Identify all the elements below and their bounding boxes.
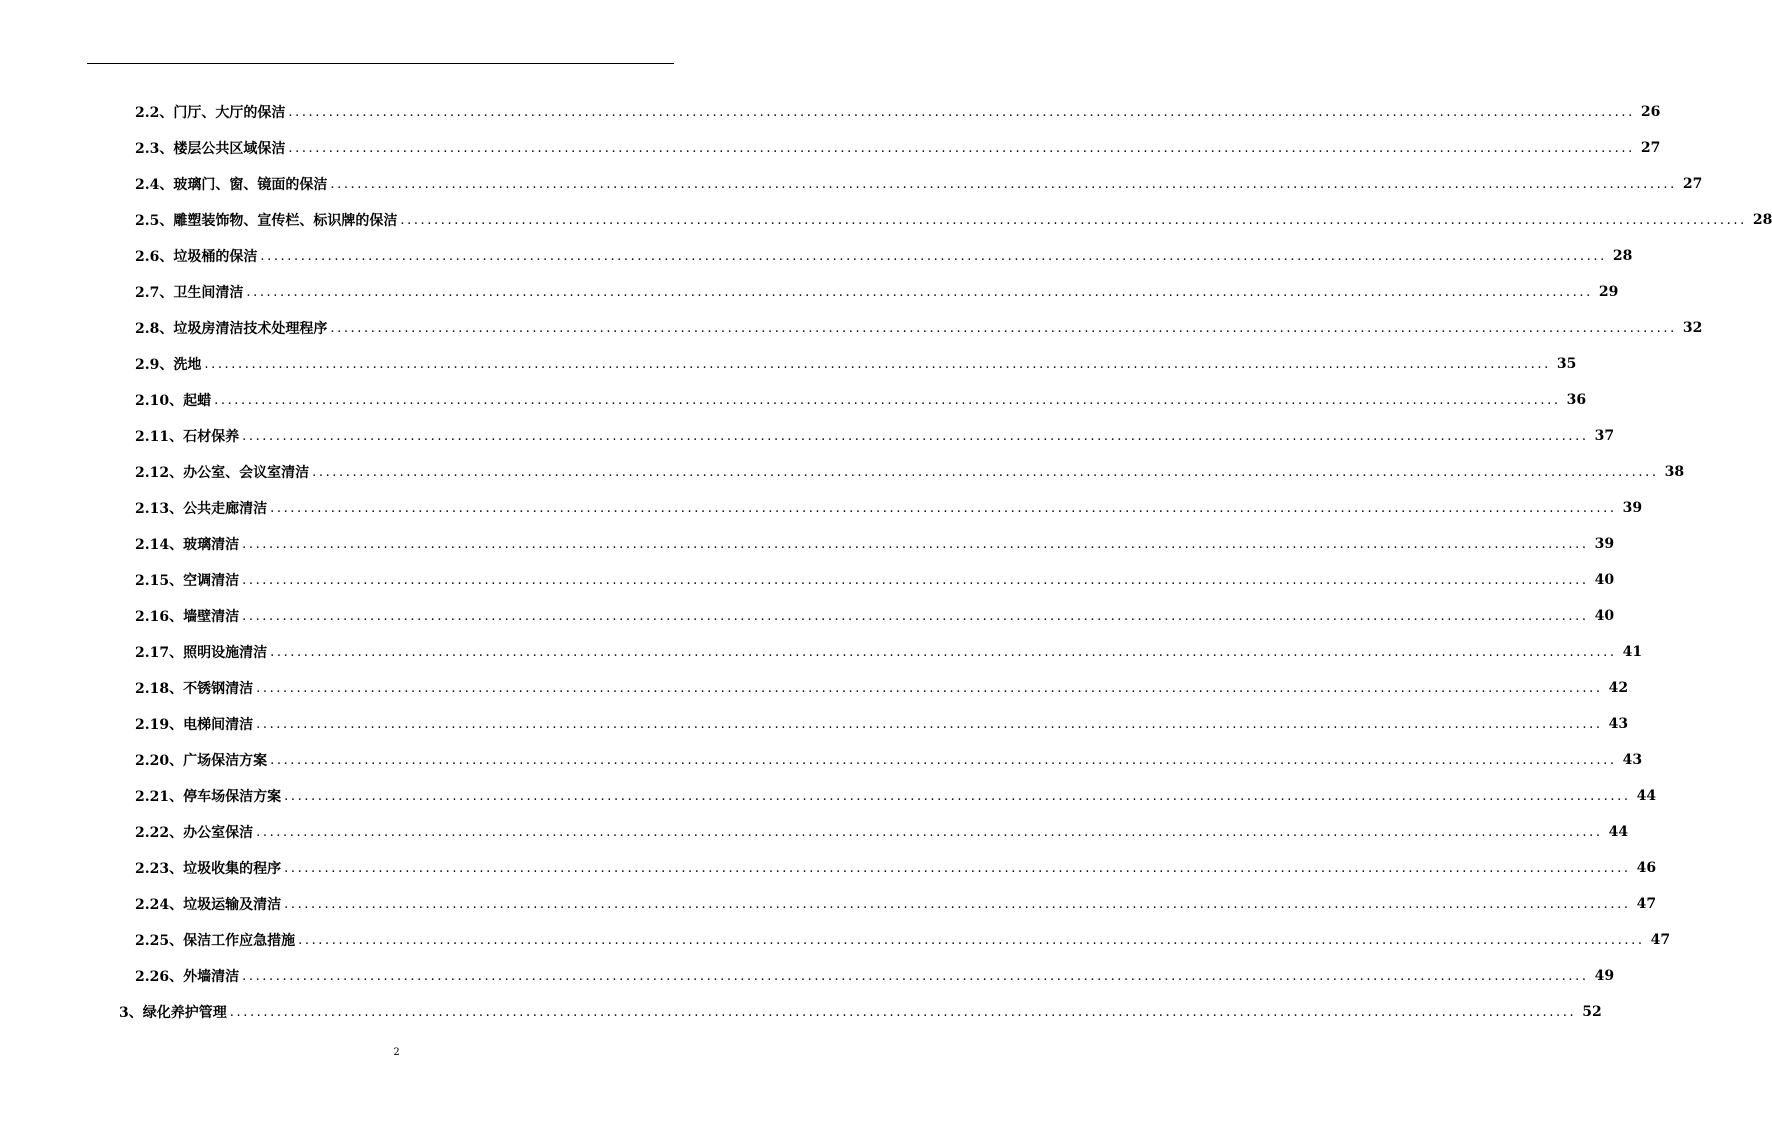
toc-entry-page: 37 (1594, 428, 1615, 444)
toc-entry[interactable] (135, 964, 1615, 988)
toc-entry-label: 2.2、门厅、大厅的保洁 (135, 105, 286, 121)
toc-entry[interactable] (135, 676, 1629, 700)
toc-entry-label: 2.9、洗地 (135, 357, 202, 373)
toc-dot-leader: ........................................................................................................................................................................................................ (242, 536, 1589, 552)
toc-entry-label: 2.17、照明设施清洁 (135, 645, 268, 661)
toc-entry[interactable] (135, 712, 1629, 736)
toc-dot-leader: ........................................................................................................................................................................................................ (400, 212, 1747, 228)
toc-entry-page: 28 (1612, 248, 1633, 264)
toc-entry-label: 2.23、垃圾收集的程序 (135, 861, 282, 877)
toc-entry[interactable] (135, 280, 1619, 304)
toc-entry[interactable] (135, 352, 1577, 376)
toc-dot-leader: ........................................................................................................................................................................................................ (246, 284, 1593, 300)
toc-entry-page: 49 (1594, 968, 1615, 984)
toc-entry-page: 40 (1594, 572, 1615, 588)
toc-dot-leader: ........................................................................................................................................................................................................ (229, 1004, 1577, 1020)
toc-dot-leader: ........................................................................................................................................................................................................ (312, 464, 1659, 480)
toc-entry-page: 39 (1622, 500, 1643, 516)
toc-entry-label: 2.21、停车场保洁方案 (135, 789, 282, 805)
toc-entry[interactable] (135, 244, 1633, 268)
toc-entry-page: 44 (1608, 824, 1629, 840)
toc-entry[interactable] (135, 316, 1703, 340)
toc-entry[interactable] (135, 172, 1703, 196)
toc-dot-leader: ........................................................................................................................................................................................................ (256, 680, 1603, 696)
toc-entry-label: 2.14、玻璃清洁 (135, 537, 240, 553)
toc-dot-leader: ........................................................................................................................................................................................................ (288, 104, 1635, 120)
toc-dot-leader: ........................................................................................................................................................................................................ (260, 248, 1607, 264)
toc-dot-leader: ........................................................................................................................................................................................................ (242, 428, 1589, 444)
toc-entry-label: 2.24、垃圾运输及清洁 (135, 897, 282, 913)
toc-entry-page: 47 (1650, 932, 1671, 948)
toc-entry-label: 2.18、不锈钢清洁 (135, 681, 254, 697)
toc-dot-leader: ........................................................................................................................................................................................................ (270, 644, 1617, 660)
toc-entry-page: 36 (1566, 392, 1587, 408)
toc-entry-label: 2.20、广场保洁方案 (135, 753, 268, 769)
page-number: 2 (393, 1047, 400, 1058)
toc-dot-leader: ........................................................................................................................................................................................................ (242, 608, 1589, 624)
toc-entry[interactable] (135, 784, 1657, 808)
toc-dot-leader: ........................................................................................................................................................................................................ (288, 140, 1635, 156)
toc-entry-page: 39 (1594, 536, 1615, 552)
toc-entry-page: 29 (1598, 284, 1619, 300)
toc-entry[interactable] (135, 640, 1643, 664)
toc-entry-page: 41 (1622, 644, 1643, 660)
toc-entry-label: 2.5、雕塑装饰物、宣传栏、标识牌的保洁 (135, 213, 398, 229)
toc-entry[interactable] (135, 892, 1657, 916)
toc-entry[interactable] (119, 1000, 1602, 1024)
toc-entry-page: 26 (1640, 104, 1661, 120)
toc-dot-leader: ........................................................................................................................................................................................................ (284, 860, 1631, 876)
toc-entry-page: 35 (1556, 356, 1577, 372)
toc-entry[interactable] (135, 820, 1629, 844)
toc-entry-label: 2.8、垃圾房清洁技术处理程序 (135, 321, 328, 337)
toc-entry-label: 2.13、公共走廊清洁 (135, 501, 268, 517)
toc-entry-page: 44 (1636, 788, 1657, 804)
toc-entry-page: 46 (1636, 860, 1657, 876)
header-rule (87, 63, 674, 64)
toc-entry-label: 2.6、垃圾桶的保洁 (135, 249, 258, 265)
toc-entry-label: 2.11、石材保养 (135, 429, 240, 445)
toc-entry-page: 47 (1636, 896, 1657, 912)
toc-entry-label: 2.22、办公室保洁 (135, 825, 254, 841)
toc-dot-leader: ........................................................................................................................................................................................................ (214, 392, 1561, 408)
toc-entry-page: 27 (1682, 176, 1703, 192)
toc-entry[interactable] (135, 748, 1643, 772)
toc-entry-label: 3、绿化养护管理 (119, 1005, 227, 1021)
toc-entry-label: 2.12、办公室、会议室清洁 (135, 465, 310, 481)
toc-entry-page: 43 (1608, 716, 1629, 732)
toc-entry[interactable] (135, 136, 1661, 160)
toc-dot-leader: ........................................................................................................................................................................................................ (256, 716, 1603, 732)
toc-dot-leader: ........................................................................................................................................................................................................ (270, 752, 1617, 768)
toc-entry[interactable] (135, 604, 1615, 628)
toc-entry[interactable] (135, 100, 1661, 124)
toc-dot-leader: ........................................................................................................................................................................................................ (298, 932, 1645, 948)
toc-entry-label: 2.4、玻璃门、窗、镜面的保洁 (135, 177, 328, 193)
toc-entry[interactable] (135, 568, 1615, 592)
toc-entry[interactable] (135, 496, 1643, 520)
toc-entry[interactable] (135, 856, 1657, 880)
toc-dot-leader: ........................................................................................................................................................................................................ (204, 356, 1551, 372)
toc-dot-leader: ........................................................................................................................................................................................................ (284, 788, 1631, 804)
toc-entry-label: 2.25、保洁工作应急措施 (135, 933, 296, 949)
toc-entry[interactable] (135, 424, 1615, 448)
toc-entry[interactable] (135, 532, 1615, 556)
toc-entry-label: 2.16、墙壁清洁 (135, 609, 240, 625)
toc-entry-page: 40 (1594, 608, 1615, 624)
toc-entry[interactable] (135, 928, 1671, 952)
toc-dot-leader: ........................................................................................................................................................................................................ (242, 572, 1589, 588)
toc-entry[interactable] (135, 208, 1772, 232)
toc-dot-leader: ........................................................................................................................................................................................................ (330, 176, 1677, 192)
toc-entry-page: 27 (1640, 140, 1661, 156)
toc-entry-label: 2.7、卫生间清洁 (135, 285, 244, 301)
toc-entry-label: 2.15、空调清洁 (135, 573, 240, 589)
toc-entry[interactable] (135, 388, 1587, 412)
toc-entry-label: 2.26、外墙清洁 (135, 969, 240, 985)
toc-dot-leader: ........................................................................................................................................................................................................ (242, 968, 1589, 984)
toc-entry-page: 42 (1608, 680, 1629, 696)
toc-entry-label: 2.19、电梯间清洁 (135, 717, 254, 733)
toc-entry-page: 38 (1664, 464, 1685, 480)
toc-dot-leader: ........................................................................................................................................................................................................ (284, 896, 1631, 912)
toc-entry-label: 2.10、起蜡 (135, 393, 212, 409)
toc-entry-page: 52 (1582, 1004, 1602, 1020)
toc-dot-leader: ........................................................................................................................................................................................................ (330, 320, 1677, 336)
toc-entry[interactable] (135, 460, 1685, 484)
toc-entry-label: 2.3、楼层公共区域保洁 (135, 141, 286, 157)
toc-entry-page: 43 (1622, 752, 1643, 768)
toc-dot-leader: ........................................................................................................................................................................................................ (256, 824, 1603, 840)
toc-entry-page: 32 (1682, 320, 1703, 336)
toc-dot-leader: ........................................................................................................................................................................................................ (270, 500, 1617, 516)
toc-entry-page: 28 (1752, 212, 1772, 228)
